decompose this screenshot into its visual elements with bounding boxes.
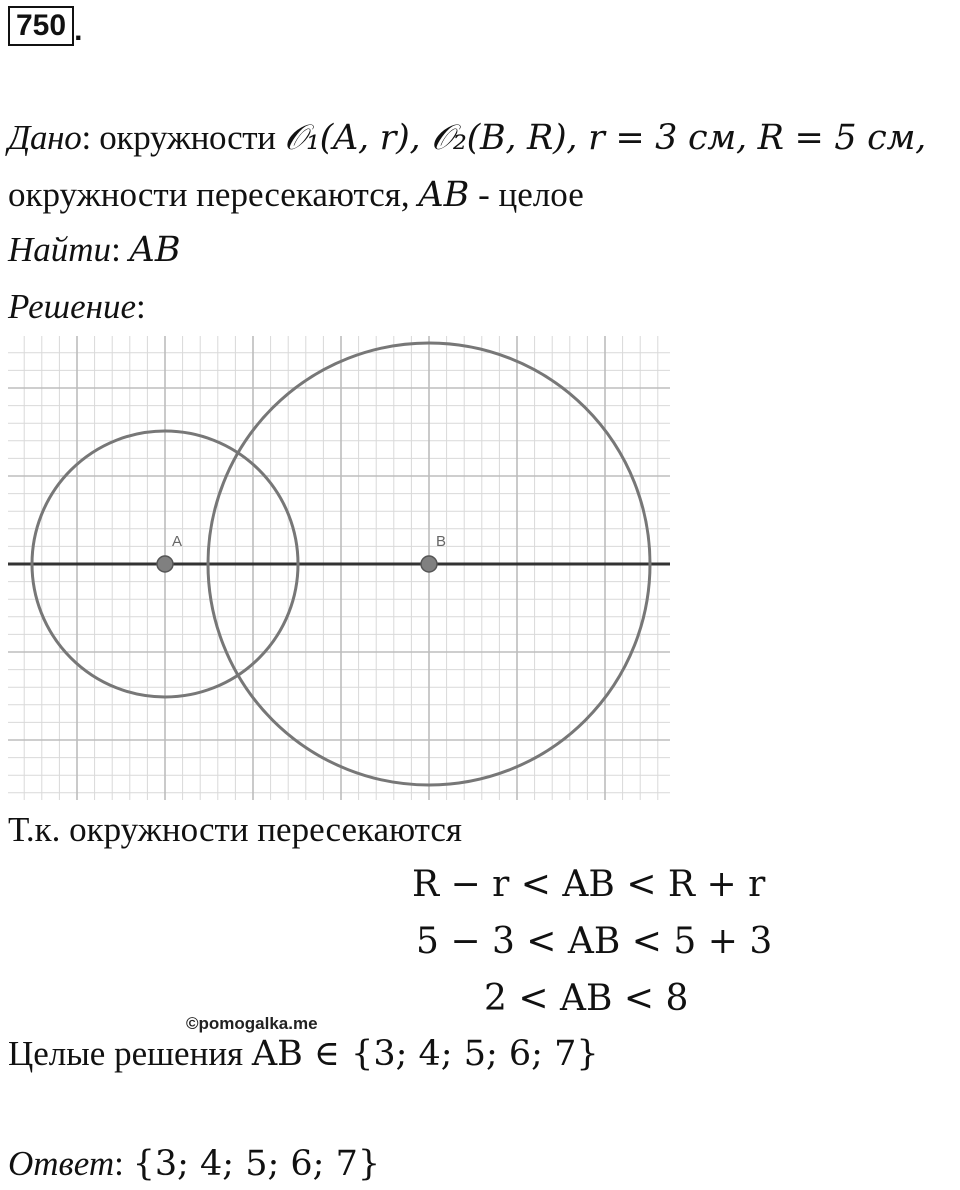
integer-solutions-text: Целые решения: [8, 1034, 252, 1073]
find-separator: :: [111, 230, 130, 269]
answer-value: {3; 4; 5; 6; 7}: [132, 1144, 381, 1184]
since-line: Т.к. окружности пересекаются: [8, 810, 463, 849]
inequality-3: 2 < AB < 8: [484, 978, 689, 1019]
given-line: [8, 118, 926, 158]
given-formula: 𝒪₁(A, r), 𝒪₂(B, R), r = 3 см, R = 5 см,: [284, 118, 927, 158]
circles-figure: [8, 336, 670, 800]
integer-solutions-line: [8, 1034, 599, 1074]
inequality-1: R − r < AB < R + r: [412, 864, 766, 905]
find-formula: AB: [129, 230, 181, 270]
given-line2-text: окружности пересекаются,: [8, 175, 419, 214]
given-line2-formula: AB: [418, 175, 470, 215]
answer-label: Ответ: [8, 1144, 115, 1183]
solution-line: [8, 287, 146, 327]
find-line: [8, 230, 181, 270]
answer-line: [8, 1144, 380, 1184]
point-a: [157, 556, 173, 572]
answer-separator: :: [114, 1144, 133, 1183]
point-a-label: A: [172, 533, 183, 550]
watermark: ©pomogalka.me: [186, 1014, 318, 1033]
solution-label: Решение: [8, 287, 137, 326]
given-line-2: [8, 175, 584, 215]
problem-number: [8, 6, 82, 46]
inequality-2: 5 − 3 < AB < 5 + 3: [416, 921, 773, 962]
given-label: Дано: [8, 118, 82, 157]
given-line2-suffix: - целое: [469, 175, 584, 214]
problem-number-box: 750: [8, 6, 74, 46]
point-b-label: B: [436, 533, 447, 550]
problem-number-dot: .: [74, 14, 83, 47]
minor-grid: [8, 336, 670, 800]
integer-solutions-formula: AB ∈ {3; 4; 5; 6; 7}: [251, 1034, 599, 1074]
solution-suffix: :: [136, 287, 146, 326]
find-label: Найти: [8, 230, 112, 269]
given-text: : окружности: [81, 118, 285, 157]
point-b: [421, 556, 437, 572]
